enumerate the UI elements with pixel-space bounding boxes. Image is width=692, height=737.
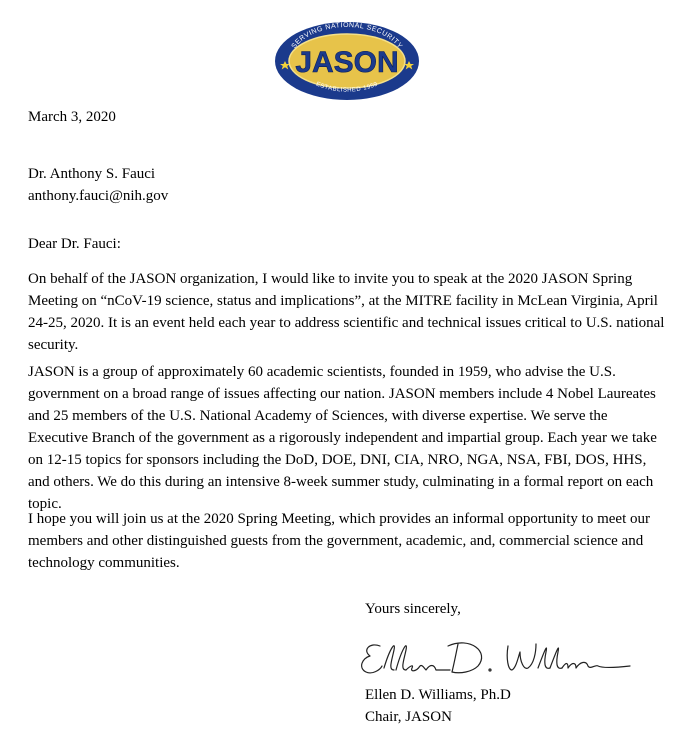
letter-date: March 3, 2020 xyxy=(28,109,116,125)
logo-top-ring-text: SERVING NATIONAL SECURITY xyxy=(290,21,404,51)
handwritten-signature xyxy=(340,628,640,688)
recipient-address xyxy=(28,163,668,207)
jason-logo xyxy=(273,20,421,102)
logo-bottom-ring-text: ESTABLISHED 1959 xyxy=(314,81,379,94)
recipient-email: anthony.fauci@nih.gov xyxy=(28,188,169,204)
closing: Yours sincerely, xyxy=(365,601,461,617)
signer-title: Chair, JASON xyxy=(365,709,452,725)
body-paragraph-3: I hope you will join us at the 2020 Spring Meeting, which provides an informal opportunity to meet our members and other distinguished guests from the government, academic, and, commercial science and technology communities. xyxy=(28,511,650,571)
signer-name: Ellen D. Williams, Ph.D xyxy=(365,687,511,703)
signer-block xyxy=(365,684,511,728)
recipient-name: Dr. Anthony S. Fauci xyxy=(28,166,156,182)
logo-wordmark: JASON xyxy=(295,46,399,79)
salutation: Dear Dr. Fauci: xyxy=(28,236,121,252)
body-paragraph-1: On behalf of the JASON organization, I would like to invite you to speak at the 2020 JASON Spring Meeting on “nCoV-19 science, status and implications”, at the MITRE facility in McLean Virginia, April 24-25, 2020. It is an event held each year to address scientific and technical issues critical to U.S. national security. xyxy=(28,271,665,353)
body-paragraph-2: JASON is a group of approximately 60 academic scientists, founded in 1959, who advise the U.S. government on a broad range of issues affecting our nation. JASON members include 4 Nobel Laureates and 25 members of the U.S. National Academy of Sciences, with diverse expertise. We serve the Executive Branch of the government as a rigorously independent and impartial group. Each year we take on 12-15 topics for sponsors including the DoD, DOE, DNI, CIA, NRO, NGA, NSA, FBI, DOS, HHS, and others. We do this during an intensive 8-week summer study, culminating in a formal report on each topic. xyxy=(28,364,657,512)
